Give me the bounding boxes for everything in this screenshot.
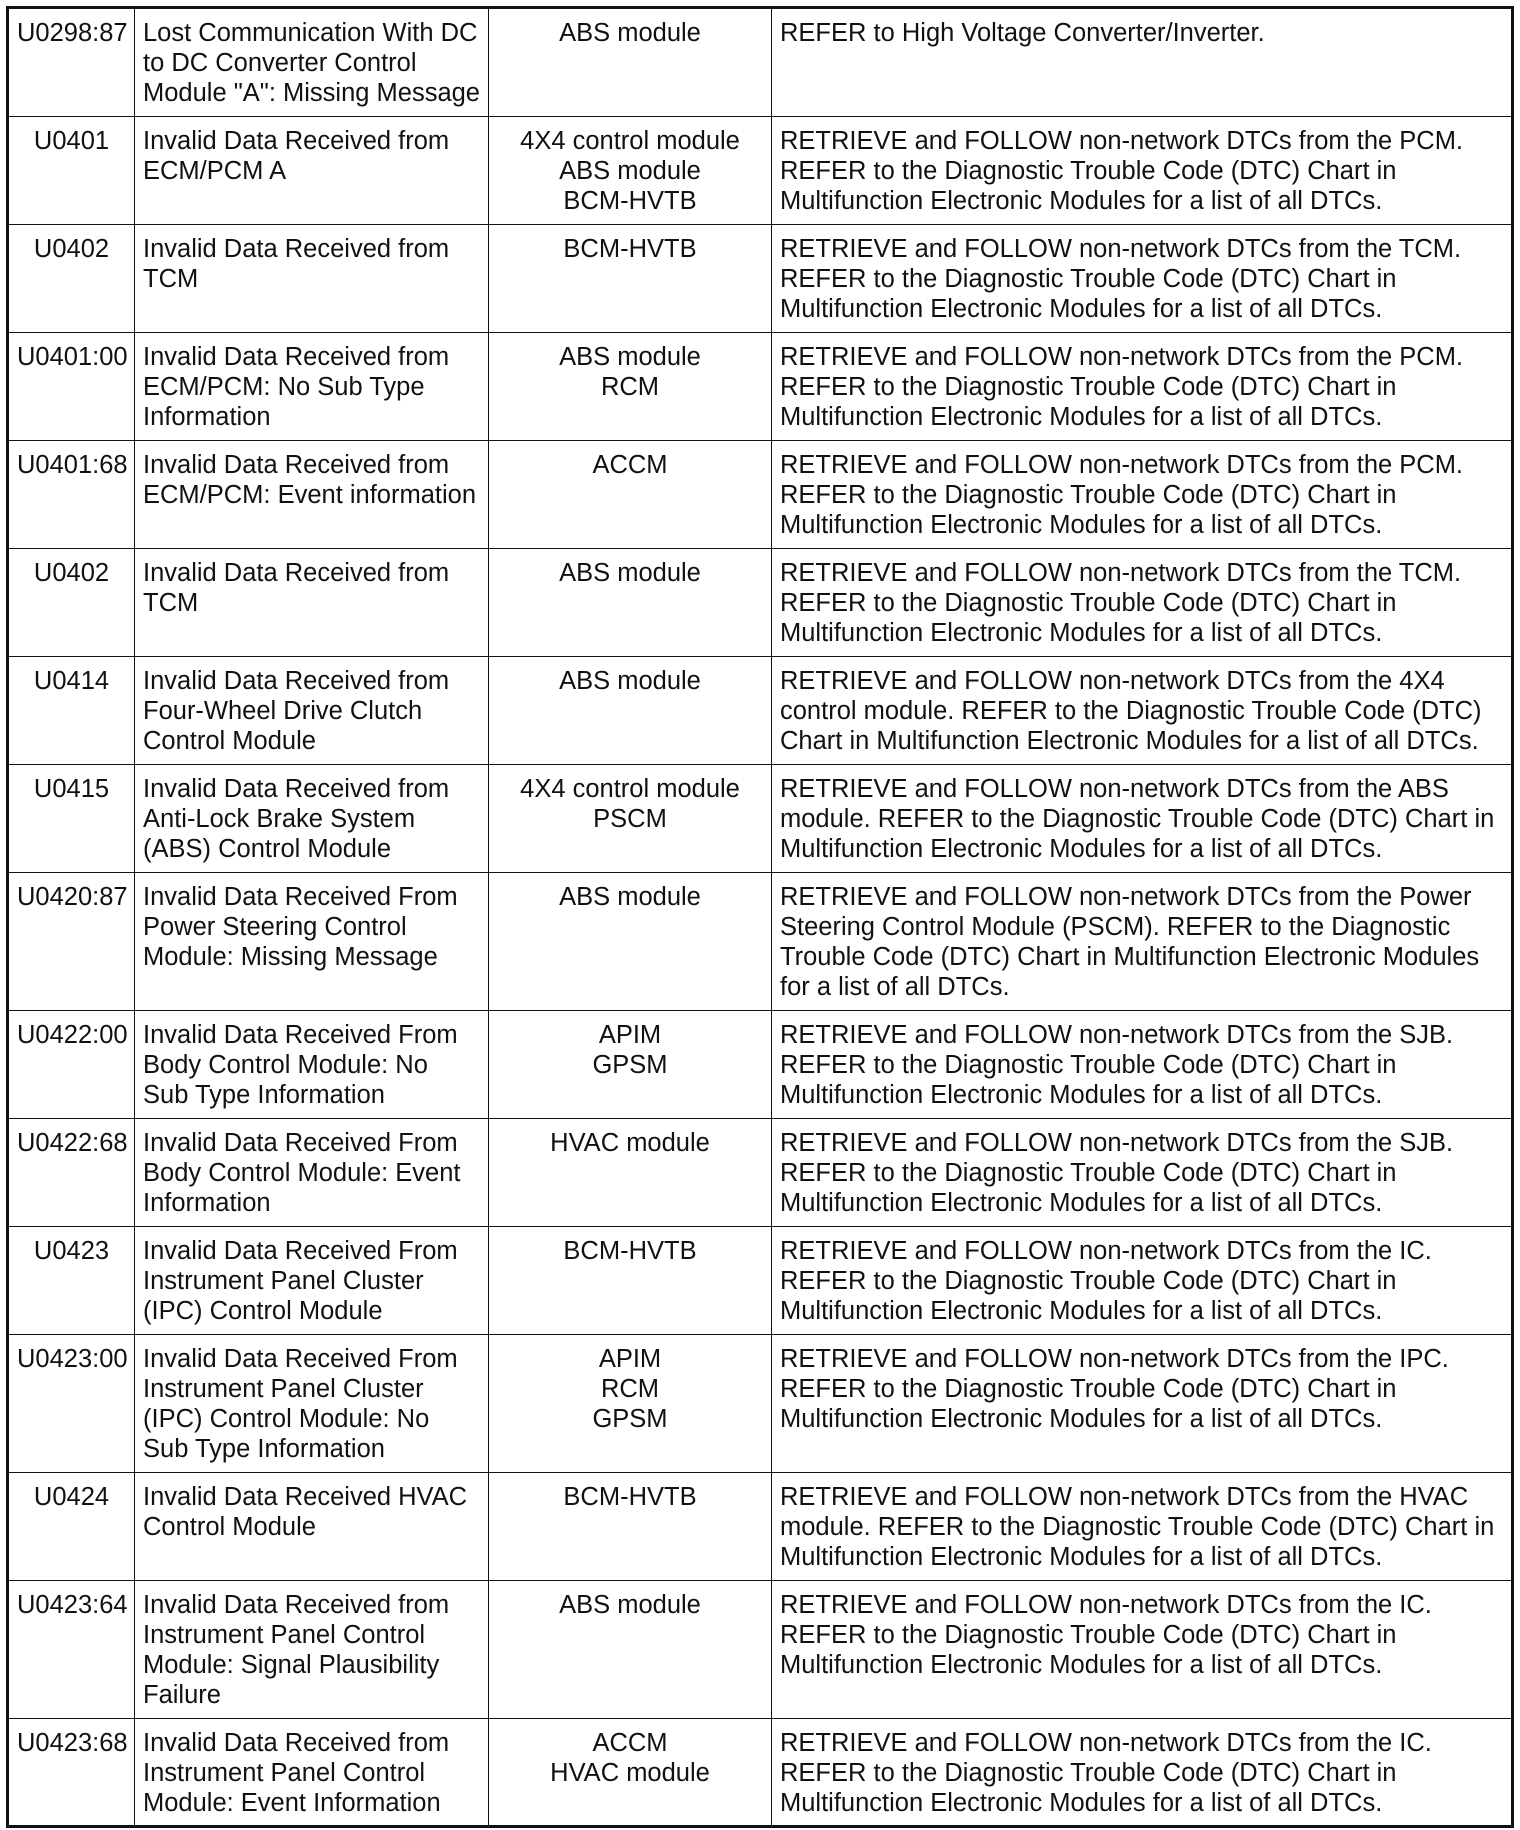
dtc-description-cell: Invalid Data Received from Instrument Panel Control Module: Event Information — [135, 1719, 489, 1827]
dtc-code-cell: U0423:64 — [8, 1581, 135, 1719]
dtc-table — [6, 6, 1514, 1828]
dtc-modules-cell: ABS module RCM — [489, 333, 772, 441]
dtc-modules-cell: 4X4 control module ABS module BCM-HVTB — [489, 117, 772, 225]
dtc-action-cell: RETRIEVE and FOLLOW non-network DTCs from the SJB. REFER to the Diagnostic Trouble Code (DTC) Chart in Multifunction Electronic Modules for a list of all DTCs. — [772, 1011, 1513, 1119]
dtc-modules-cell: BCM-HVTB — [489, 1227, 772, 1335]
dtc-modules-cell: ABS module — [489, 657, 772, 765]
dtc-description-cell: Invalid Data Received HVAC Control Module — [135, 1473, 489, 1581]
dtc-action-cell: RETRIEVE and FOLLOW non-network DTCs from the IPC. REFER to the Diagnostic Trouble Code (DTC) Chart in Multifunction Electronic Modules for a list of all DTCs. — [772, 1335, 1513, 1473]
table-row — [8, 657, 1513, 765]
dtc-description-cell: Invalid Data Received from Four-Wheel Drive Clutch Control Module — [135, 657, 489, 765]
dtc-modules-cell: BCM-HVTB — [489, 1473, 772, 1581]
dtc-action-cell: RETRIEVE and FOLLOW non-network DTCs from the TCM. REFER to the Diagnostic Trouble Code (DTC) Chart in Multifunction Electronic Modules for a list of all DTCs. — [772, 549, 1513, 657]
dtc-modules-cell: APIM RCM GPSM — [489, 1335, 772, 1473]
table-row — [8, 1119, 1513, 1227]
dtc-action-cell: RETRIEVE and FOLLOW non-network DTCs from the ABS module. REFER to the Diagnostic Trouble Code (DTC) Chart in Multifunction Electronic Modules for a list of all DTCs. — [772, 765, 1513, 873]
dtc-description-cell: Lost Communication With DC to DC Converter Control Module "A": Missing Message — [135, 8, 489, 117]
dtc-description-cell: Invalid Data Received from Instrument Panel Control Module: Signal Plausibility Failure — [135, 1581, 489, 1719]
dtc-code-cell: U0401 — [8, 117, 135, 225]
dtc-action-cell: RETRIEVE and FOLLOW non-network DTCs from the Power Steering Control Module (PSCM). REFER to the Diagnostic Trouble Code (DTC) Chart in Multifunction Electronic Modules for a list of all DTCs. — [772, 873, 1513, 1011]
dtc-description-cell: Invalid Data Received From Body Control Module: No Sub Type Information — [135, 1011, 489, 1119]
table-row — [8, 765, 1513, 873]
dtc-description-cell: Invalid Data Received from ECM/PCM: Event information — [135, 441, 489, 549]
dtc-code-cell: U0422:68 — [8, 1119, 135, 1227]
dtc-code-cell: U0420:87 — [8, 873, 135, 1011]
table-row — [8, 1473, 1513, 1581]
dtc-modules-cell: ACCM — [489, 441, 772, 549]
table-row — [8, 1719, 1513, 1827]
dtc-modules-cell: 4X4 control module PSCM — [489, 765, 772, 873]
dtc-description-cell: Invalid Data Received From Instrument Panel Cluster (IPC) Control Module: No Sub Type Information — [135, 1335, 489, 1473]
dtc-action-cell: REFER to High Voltage Converter/Inverter. — [772, 8, 1513, 117]
table-row — [8, 1335, 1513, 1473]
dtc-modules-cell: HVAC module — [489, 1119, 772, 1227]
dtc-description-cell: Invalid Data Received from TCM — [135, 549, 489, 657]
table-row — [8, 1227, 1513, 1335]
dtc-description-cell: Invalid Data Received from ECM/PCM A — [135, 117, 489, 225]
table-row — [8, 1011, 1513, 1119]
dtc-action-cell: RETRIEVE and FOLLOW non-network DTCs from the IC. REFER to the Diagnostic Trouble Code (DTC) Chart in Multifunction Electronic Modules for a list of all DTCs. — [772, 1719, 1513, 1827]
dtc-code-cell: U0422:00 — [8, 1011, 135, 1119]
dtc-action-cell: RETRIEVE and FOLLOW non-network DTCs from the IC. REFER to the Diagnostic Trouble Code (DTC) Chart in Multifunction Electronic Modules for a list of all DTCs. — [772, 1227, 1513, 1335]
dtc-code-cell: U0401:68 — [8, 441, 135, 549]
dtc-modules-cell: APIM GPSM — [489, 1011, 772, 1119]
dtc-description-cell: Invalid Data Received from TCM — [135, 225, 489, 333]
table-row — [8, 549, 1513, 657]
dtc-code-cell: U0423:68 — [8, 1719, 135, 1827]
dtc-modules-cell: BCM-HVTB — [489, 225, 772, 333]
dtc-code-cell: U0414 — [8, 657, 135, 765]
dtc-action-cell: RETRIEVE and FOLLOW non-network DTCs from the SJB. REFER to the Diagnostic Trouble Code (DTC) Chart in Multifunction Electronic Modules for a list of all DTCs. — [772, 1119, 1513, 1227]
table-row — [8, 225, 1513, 333]
dtc-modules-cell: ABS module — [489, 549, 772, 657]
table-row — [8, 117, 1513, 225]
dtc-description-cell: Invalid Data Received from Anti-Lock Brake System (ABS) Control Module — [135, 765, 489, 873]
dtc-code-cell: U0424 — [8, 1473, 135, 1581]
dtc-code-cell: U0298:87 — [8, 8, 135, 117]
dtc-description-cell: Invalid Data Received From Instrument Panel Cluster (IPC) Control Module — [135, 1227, 489, 1335]
dtc-action-cell: RETRIEVE and FOLLOW non-network DTCs from the TCM. REFER to the Diagnostic Trouble Code (DTC) Chart in Multifunction Electronic Modules for a list of all DTCs. — [772, 225, 1513, 333]
dtc-action-cell: RETRIEVE and FOLLOW non-network DTCs from the PCM. REFER to the Diagnostic Trouble Code (DTC) Chart in Multifunction Electronic Modules for a list of all DTCs. — [772, 333, 1513, 441]
dtc-action-cell: RETRIEVE and FOLLOW non-network DTCs from the PCM. REFER to the Diagnostic Trouble Code (DTC) Chart in Multifunction Electronic Modules for a list of all DTCs. — [772, 117, 1513, 225]
dtc-action-cell: RETRIEVE and FOLLOW non-network DTCs from the 4X4 control module. REFER to the Diagnostic Trouble Code (DTC) Chart in Multifunction Electronic Modules for a list of all DTCs. — [772, 657, 1513, 765]
dtc-modules-cell: ABS module — [489, 8, 772, 117]
dtc-action-cell: RETRIEVE and FOLLOW non-network DTCs from the IC. REFER to the Diagnostic Trouble Code (DTC) Chart in Multifunction Electronic Modules for a list of all DTCs. — [772, 1581, 1513, 1719]
dtc-code-cell: U0401:00 — [8, 333, 135, 441]
dtc-modules-cell: ACCM HVAC module — [489, 1719, 772, 1827]
dtc-code-cell: U0423:00 — [8, 1335, 135, 1473]
dtc-action-cell: RETRIEVE and FOLLOW non-network DTCs from the PCM. REFER to the Diagnostic Trouble Code (DTC) Chart in Multifunction Electronic Modules for a list of all DTCs. — [772, 441, 1513, 549]
dtc-description-cell: Invalid Data Received From Power Steering Control Module: Missing Message — [135, 873, 489, 1011]
table-row — [8, 441, 1513, 549]
dtc-code-cell: U0423 — [8, 1227, 135, 1335]
dtc-code-cell: U0402 — [8, 225, 135, 333]
dtc-modules-cell: ABS module — [489, 1581, 772, 1719]
table-row — [8, 333, 1513, 441]
dtc-description-cell: Invalid Data Received from ECM/PCM: No Sub Type Information — [135, 333, 489, 441]
dtc-code-cell: U0415 — [8, 765, 135, 873]
dtc-modules-cell: ABS module — [489, 873, 772, 1011]
table-row — [8, 8, 1513, 117]
dtc-action-cell: RETRIEVE and FOLLOW non-network DTCs from the HVAC module. REFER to the Diagnostic Trouble Code (DTC) Chart in Multifunction Electronic Modules for a list of all DTCs. — [772, 1473, 1513, 1581]
dtc-table-body — [8, 8, 1513, 1827]
table-row — [8, 1581, 1513, 1719]
table-row — [8, 873, 1513, 1011]
dtc-description-cell: Invalid Data Received From Body Control Module: Event Information — [135, 1119, 489, 1227]
dtc-code-cell: U0402 — [8, 549, 135, 657]
